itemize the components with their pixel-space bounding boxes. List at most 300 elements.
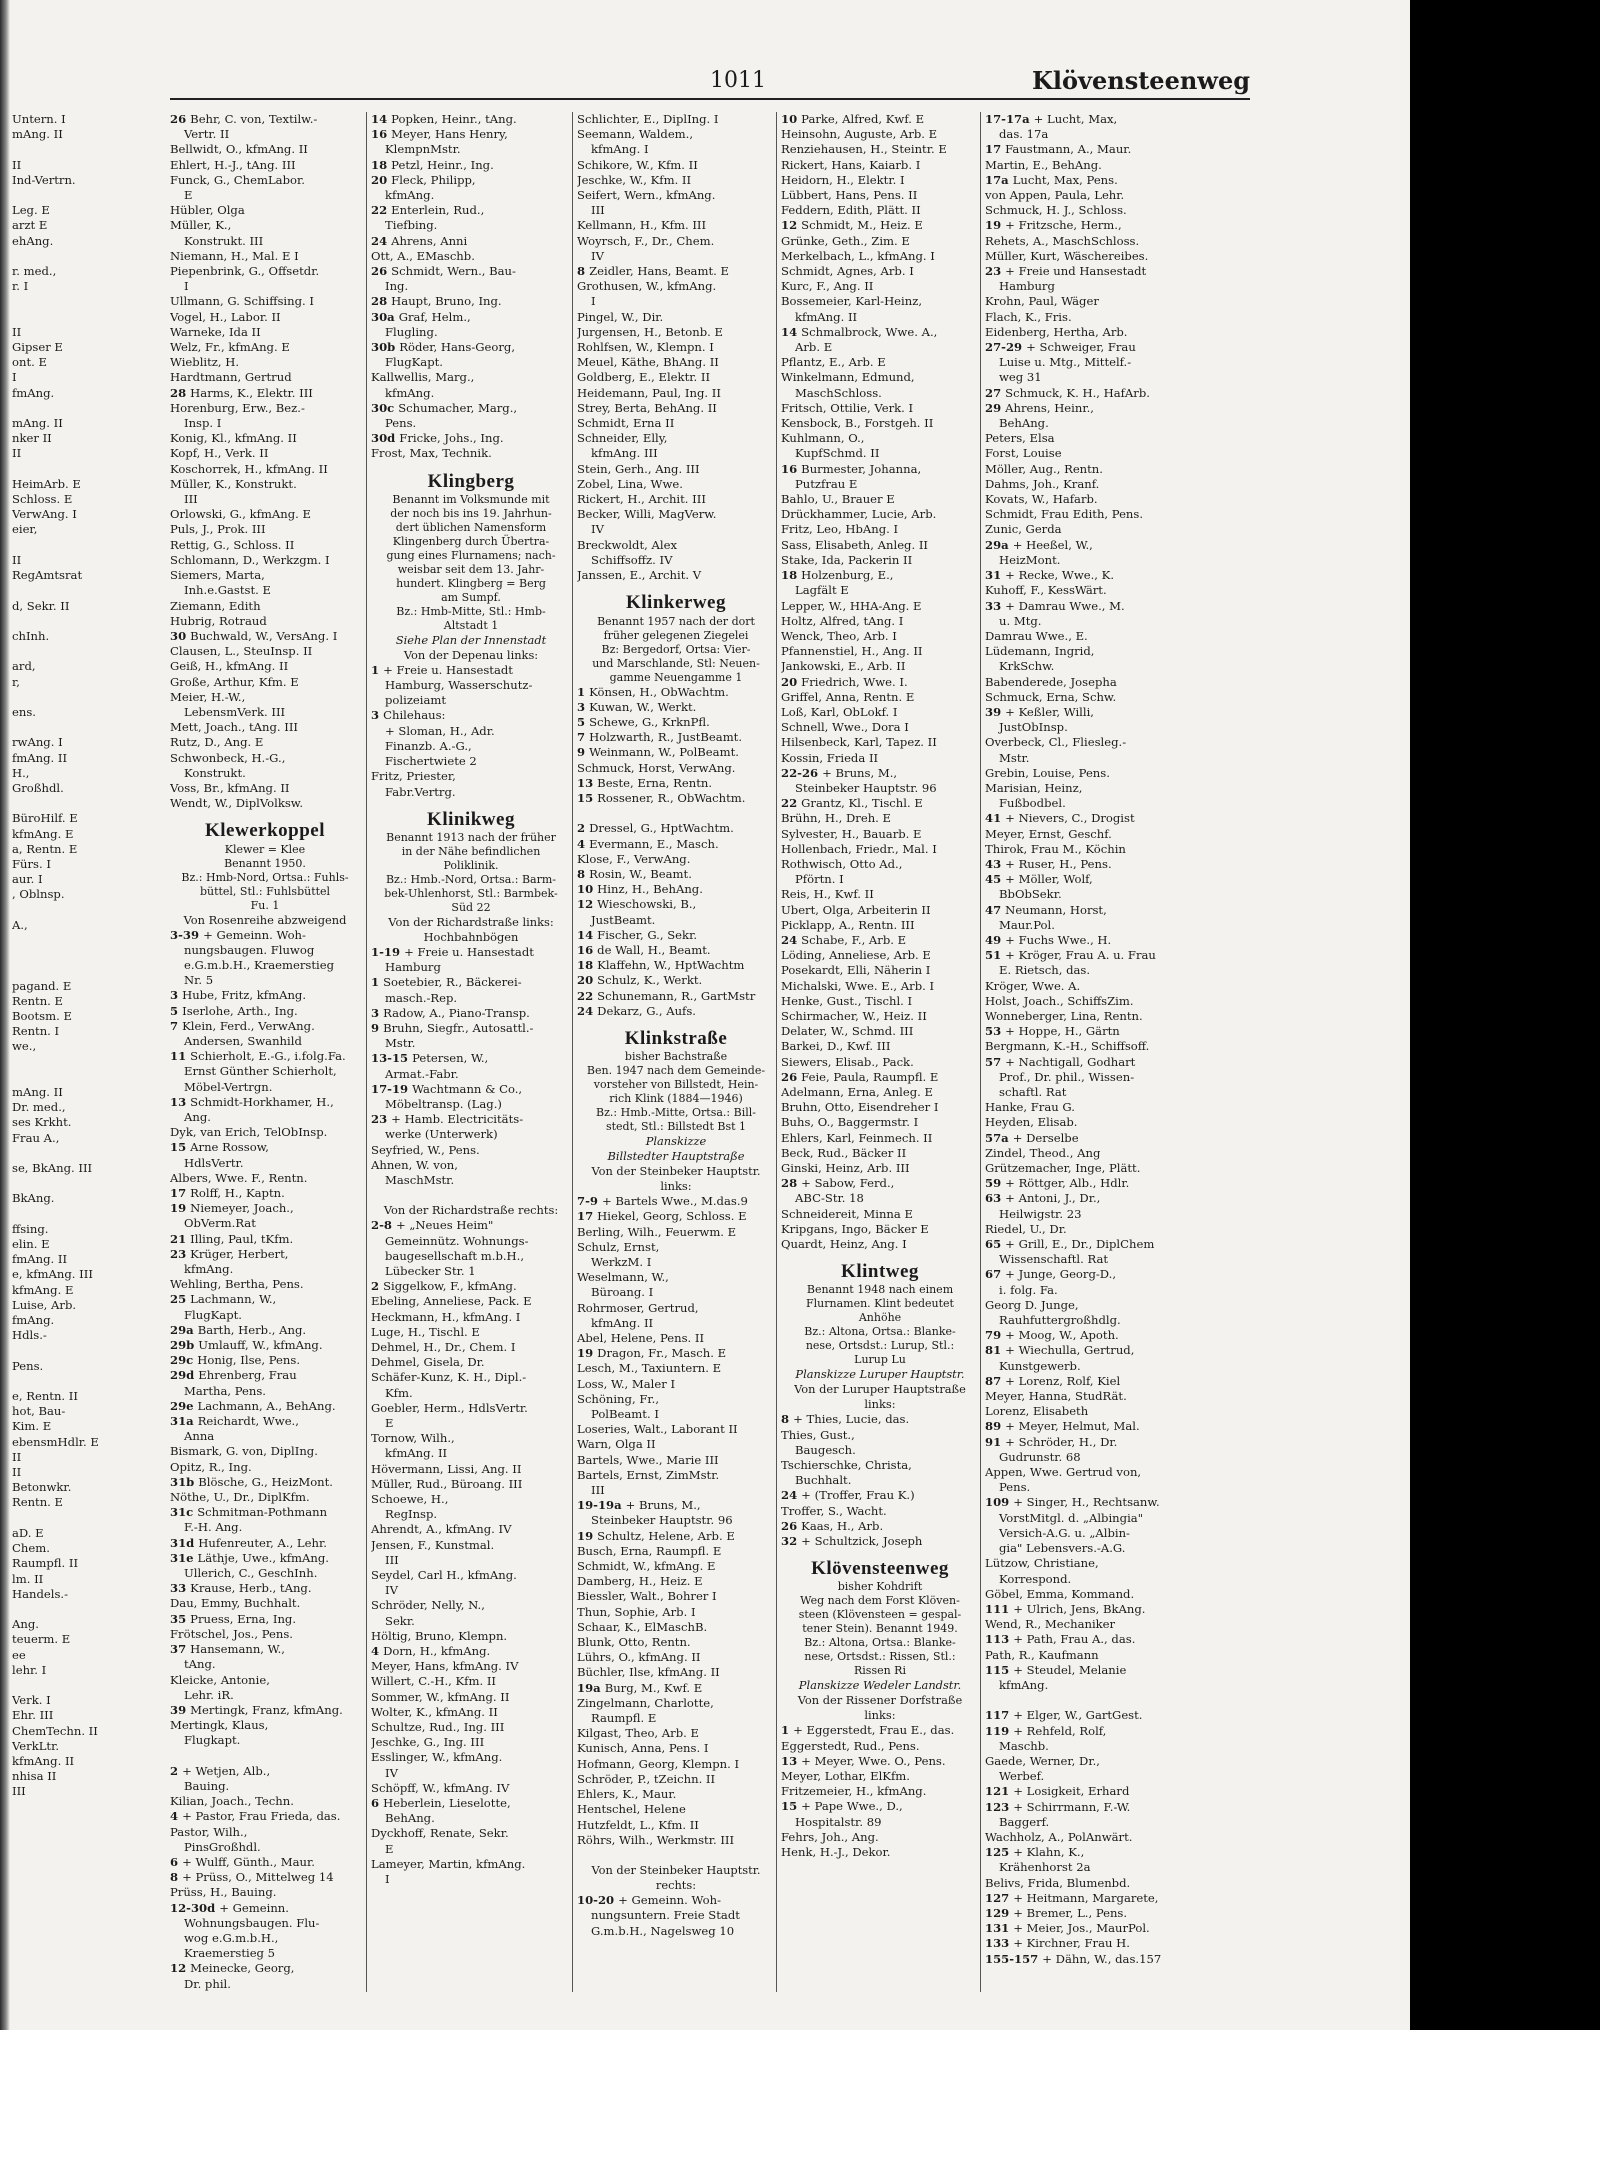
- resident-entry: [577, 989, 775, 1004]
- resident-text: Hubrig, Rotraud: [170, 613, 267, 628]
- resident-text: + Sabow, Ferd.,: [801, 1176, 895, 1191]
- resident-text: + Nachtigall, Godhart: [1005, 1054, 1136, 1069]
- house-number: 10: [781, 112, 802, 126]
- resident-entry: [577, 973, 775, 988]
- resident-text: Baugesch.: [795, 1442, 856, 1457]
- resident-text: Rohrmoser, Gertrud,: [577, 1300, 699, 1315]
- resident-entry: [985, 1070, 1185, 1085]
- house-number: 23: [985, 264, 1006, 279]
- resident-text: Schöning, Fr.,: [577, 1391, 659, 1406]
- house-number: 6: [170, 1854, 183, 1869]
- house-number: 19a: [577, 1680, 605, 1695]
- resident-text: e.G.m.b.H., Kraemerstieg: [184, 957, 335, 972]
- resident-entry: [170, 988, 360, 1003]
- resident-text: Blunk, Otto, Rentn.: [577, 1635, 691, 1650]
- resident-entry: [781, 492, 979, 507]
- resident-text: + Path, Frau A., das.: [1013, 1632, 1136, 1647]
- house-number: 109: [985, 1495, 1014, 1510]
- street-note: Weg nach dem Forst Klöven-: [800, 1594, 960, 1608]
- resident-entry: [781, 1222, 979, 1237]
- fragment-line: II: [12, 552, 22, 567]
- street-note: Klewer = Klee: [224, 842, 306, 856]
- resident-entry: [371, 1264, 571, 1279]
- street-note: Benannt 1957 nach der dort: [597, 614, 755, 628]
- house-number: 8: [170, 1870, 183, 1885]
- resident-text: JustBeamt.: [591, 912, 656, 927]
- resident-text: Luise u. Mtg., Mittelf.-: [999, 355, 1132, 370]
- resident-text: Schröder, Nelly, N.,: [371, 1598, 485, 1613]
- street-note: weisbar seit dem 13. Jahr-: [397, 562, 545, 576]
- house-number: 2: [170, 1763, 183, 1778]
- direction-subheading: Von der Richardstraße links:: [388, 914, 554, 929]
- resident-entry: [170, 1292, 360, 1307]
- resident-entry: [985, 1572, 1185, 1587]
- resident-entry: [371, 1629, 571, 1644]
- resident-text: Strey, Berta, BehAng. II: [577, 400, 717, 415]
- resident-entry: [371, 1097, 571, 1112]
- resident-text: G.m.b.H., Nagelsweg 10: [591, 1923, 735, 1938]
- resident-entry: [985, 1891, 1185, 1906]
- resident-entry: [985, 1267, 1185, 1282]
- resident-text: Konstrukt.: [184, 765, 246, 780]
- resident-text: [170, 1749, 174, 1763]
- resident-text: Meier, H.-W.,: [170, 689, 246, 704]
- resident-entry: [170, 1323, 360, 1338]
- resident-entry: [577, 1908, 775, 1923]
- resident-text: Meinecke, Georg,: [190, 1961, 295, 1976]
- fragment-line: BüroHilf. E: [12, 811, 78, 826]
- resident-text: Schikore, W., Kfm. II: [577, 157, 698, 172]
- directory-column-3: [572, 112, 775, 1992]
- resident-text: Göbel, Emma, Kommand.: [985, 1586, 1135, 1601]
- resident-entry: [170, 1353, 360, 1368]
- resident-entry: [170, 1961, 360, 1976]
- street-note: früher gelegenen Ziegelei: [603, 628, 749, 642]
- resident-entry: [577, 1361, 775, 1376]
- street-note: Altstadt 1: [443, 618, 499, 632]
- resident-text: Dr. phil.: [184, 1976, 231, 1991]
- house-number: 12-30d: [170, 1900, 220, 1915]
- resident-entry: [371, 1006, 571, 1021]
- resident-text: Dehmel, H., Dr., Chem. I: [371, 1339, 516, 1354]
- resident-text: Hilsenbeck, Karl, Tapez. II: [781, 735, 937, 750]
- resident-text: Damberg, H., Heiz. E: [577, 1574, 703, 1589]
- resident-text: FlugKapt.: [385, 355, 443, 370]
- resident-entry: [170, 1612, 360, 1627]
- resident-entry: [170, 781, 360, 796]
- house-number: 29a: [985, 537, 1013, 552]
- house-number: 53: [985, 1024, 1006, 1039]
- resident-text: Sekr.: [385, 1613, 415, 1628]
- resident-entry: [985, 279, 1185, 294]
- resident-entry: [985, 720, 1185, 735]
- resident-entry: [371, 1522, 571, 1537]
- resident-entry: [781, 507, 979, 522]
- resident-entry: [781, 431, 979, 446]
- resident-entry: [170, 1520, 360, 1535]
- fragment-line: Hdls.-: [12, 1328, 47, 1343]
- resident-text: u. Mtg.: [999, 613, 1042, 628]
- resident-text: weg 31: [999, 370, 1042, 385]
- resident-entry: [170, 1642, 360, 1657]
- house-number: 26: [170, 112, 191, 126]
- resident-entry: [781, 249, 979, 264]
- resident-text: Schneider, Elly,: [577, 431, 668, 446]
- street-note: Fu. 1: [250, 898, 280, 912]
- resident-text: Albers, Wwe. F., Rentn.: [170, 1170, 308, 1185]
- resident-text: Hollenbach, Friedr., Mal. I: [781, 841, 937, 856]
- resident-entry: [781, 659, 979, 674]
- house-number: 20: [781, 674, 802, 689]
- fragment-line: e, kfmAng. III: [12, 1267, 93, 1282]
- resident-entry: [985, 249, 1185, 264]
- resident-entry: [371, 249, 571, 264]
- resident-entry: [781, 1412, 979, 1427]
- resident-text: Popken, Heinr., tAng.: [391, 112, 517, 126]
- fragment-line: kfmAng. II: [12, 1753, 75, 1768]
- resident-entry: [170, 973, 360, 988]
- resident-entry: [781, 994, 979, 1009]
- resident-text: + Recke, Wwe., K.: [1005, 568, 1115, 583]
- fragment-line: Ehr. III: [12, 1708, 54, 1723]
- resident-text: Kallwellis, Marg.,: [371, 370, 475, 385]
- resident-text: Haupt, Bruno, Ing.: [391, 294, 502, 309]
- resident-entry: [170, 943, 360, 958]
- house-number: 4: [170, 1809, 183, 1824]
- resident-entry: [781, 644, 979, 659]
- resident-entry: [781, 1176, 979, 1191]
- fragment-line: II: [12, 157, 22, 172]
- resident-entry: [170, 599, 360, 614]
- house-number: 10: [577, 882, 598, 897]
- resident-text: Hardtmann, Gertrud: [170, 370, 292, 385]
- resident-text: Appen, Wwe. Gertrud von,: [985, 1465, 1142, 1480]
- resident-entry: [170, 1216, 360, 1231]
- resident-entry: [170, 1703, 360, 1718]
- street-note: Bz.: Hmb-Mitte, Stl.: Hmb-: [396, 604, 546, 618]
- resident-text: III: [591, 203, 605, 218]
- resident-text: Riedel, U., Dr.: [985, 1221, 1067, 1236]
- resident-text: Kellmann, H., Kfm. III: [577, 218, 707, 233]
- resident-text: Große, Arthur, Kfm. E: [170, 674, 299, 689]
- resident-entry: [985, 1495, 1185, 1510]
- resident-text: Iserlohe, Arth., Ing.: [182, 1003, 298, 1018]
- resident-entry: [577, 492, 775, 507]
- resident-entry: [371, 754, 571, 769]
- resident-entry: [170, 234, 360, 249]
- resident-entry: [985, 1115, 1185, 1130]
- resident-text: tAng.: [184, 1657, 216, 1672]
- resident-entry: [371, 401, 571, 416]
- resident-text: Wolter, K., kfmAng. II: [371, 1704, 498, 1719]
- resident-entry: [985, 1343, 1185, 1358]
- resident-text: von Appen, Paula, Lehr.: [985, 188, 1125, 203]
- resident-entry: [170, 142, 360, 157]
- resident-text: Abel, Helene, Pens. II: [577, 1331, 705, 1345]
- resident-text: Schmidt, W., kfmAng. E: [577, 1559, 716, 1574]
- resident-entry: [781, 629, 979, 644]
- resident-entry: [985, 234, 1185, 249]
- resident-text: Meyer, Hanna, StudRät.: [985, 1389, 1127, 1404]
- resident-text: Schmidt, Wern., Bau-: [391, 264, 516, 279]
- fragment-line: Betonwkr.: [12, 1480, 72, 1495]
- resident-entry: [170, 644, 360, 659]
- house-number: 3: [371, 1005, 384, 1020]
- fragment-line: [12, 720, 170, 735]
- fragment-line: nhisa II: [12, 1769, 57, 1784]
- resident-entry: [577, 913, 775, 928]
- resident-text: Flugkapt.: [184, 1733, 241, 1748]
- resident-entry: [170, 1004, 360, 1019]
- resident-entry: [170, 1125, 360, 1140]
- resident-text: Grebin, Louise, Pens.: [985, 765, 1110, 780]
- resident-text: Jeschke, W., Kfm. II: [577, 172, 692, 187]
- resident-entry: [781, 583, 979, 598]
- resident-entry: [577, 1422, 775, 1437]
- resident-text: Wieschowski, B.,: [597, 897, 697, 912]
- resident-entry: [985, 1860, 1185, 1875]
- house-number: 6: [371, 1796, 384, 1811]
- resident-text: + Derselbe: [1012, 1130, 1079, 1145]
- resident-text: Jankowski, E., Arb. II: [781, 659, 906, 674]
- resident-text: Zobel, Lina, Wwe.: [577, 476, 683, 491]
- resident-text: Ott, A., EMaschb.: [371, 248, 475, 263]
- resident-text: kfmAng.: [999, 1677, 1049, 1692]
- plan-reference: Planskizze Wedeler Landstr.: [798, 1678, 962, 1693]
- resident-entry: [985, 705, 1185, 720]
- house-number: 19: [170, 1201, 191, 1216]
- resident-entry: [985, 158, 1185, 173]
- resident-entry: [985, 188, 1185, 203]
- house-number: 47: [985, 902, 1006, 917]
- fragment-line: , Oblnsp.: [12, 887, 65, 902]
- resident-entry: [170, 1034, 360, 1049]
- house-number: 12: [781, 218, 802, 233]
- resident-entry: [371, 1158, 571, 1173]
- resident-text: + Meier, Jos., MaurPol.: [1013, 1921, 1150, 1936]
- resident-text: Soetebier, R., Bäckerei-: [383, 975, 522, 990]
- house-number: 17-17a: [985, 112, 1034, 126]
- resident-text: Steinbeker Hauptstr. 96: [591, 1513, 733, 1528]
- fragment-line: [12, 1602, 170, 1617]
- resident-entry: [577, 477, 775, 492]
- resident-entry: [371, 173, 571, 188]
- resident-entry: [170, 1338, 360, 1353]
- resident-text: + Klahn, K.,: [1013, 1845, 1085, 1860]
- resident-text: Fischertwiete 2: [385, 754, 477, 769]
- house-number: 15: [781, 1799, 802, 1814]
- resident-text: + Damrau Wwe., M.: [1005, 598, 1125, 613]
- resident-entry: [781, 1488, 979, 1503]
- resident-text: Schumacher, Marg.,: [398, 400, 518, 415]
- resident-text: F.-H. Ang.: [184, 1520, 243, 1535]
- house-number: 9: [577, 745, 590, 760]
- resident-text: Neumann, Horst,: [1005, 902, 1107, 917]
- resident-entry: [577, 882, 775, 897]
- fragment-line: I: [12, 370, 17, 385]
- resident-text: Lübbert, Hans, Pens. II: [781, 188, 918, 203]
- resident-entry: [371, 1720, 571, 1735]
- house-number: 29d: [170, 1368, 199, 1383]
- resident-text: PinsGroßhdl.: [184, 1839, 261, 1854]
- resident-entry: [170, 1399, 360, 1414]
- fragment-line: [12, 1146, 170, 1161]
- resident-entry: [781, 690, 979, 705]
- resident-text: Umlauff, W., kfmAng.: [198, 1338, 323, 1353]
- house-number: 28: [170, 385, 191, 400]
- resident-entry: [577, 1285, 775, 1300]
- resident-entry: [985, 1404, 1185, 1419]
- resident-entry: [577, 522, 775, 537]
- resident-entry: [577, 1004, 775, 1019]
- resident-entry: [781, 294, 979, 309]
- resident-text: + Bremer, L., Pens.: [1013, 1905, 1128, 1920]
- resident-entry: [577, 837, 775, 852]
- resident-text: + Heitmann, Margarete,: [1013, 1890, 1159, 1905]
- resident-entry: [985, 1602, 1185, 1617]
- resident-text: nungsbaugen. Fluwog: [184, 942, 315, 957]
- resident-entry: [371, 739, 571, 754]
- resident-entry: [985, 827, 1185, 842]
- resident-text: Finanzb. A.-G.,: [385, 738, 472, 753]
- house-number: 3: [170, 988, 183, 1003]
- resident-entry: [170, 690, 360, 705]
- resident-text: Dau, Emmy, Buchhalt.: [170, 1596, 301, 1611]
- fragment-line: Ind-Vertrn.: [12, 172, 76, 187]
- resident-entry: [371, 370, 571, 385]
- resident-text: Schnell, Wwe., Dora I: [781, 720, 909, 735]
- house-number: 18: [781, 568, 802, 583]
- resident-text: Klein, Ferd., VerwAng.: [182, 1018, 315, 1033]
- house-number: 16: [371, 127, 392, 142]
- house-number: 20: [371, 172, 392, 187]
- resident-entry: [985, 127, 1185, 142]
- resident-text: Seifert, Wern., kfmAng.: [577, 188, 716, 203]
- resident-entry: [781, 735, 979, 750]
- resident-text: Lüdemann, Ingrid,: [985, 644, 1095, 659]
- directory-column-4: [776, 112, 979, 1992]
- resident-entry: [781, 386, 979, 401]
- house-number: 29a: [170, 1322, 198, 1337]
- resident-entry: [170, 1946, 360, 1961]
- resident-text: Lübecker Str. 1: [385, 1263, 476, 1278]
- fragment-line: Handels.-: [12, 1586, 69, 1601]
- resident-entry: [170, 629, 360, 644]
- resident-entry: [170, 431, 360, 446]
- resident-entry: [170, 705, 360, 720]
- house-number: 29e: [170, 1398, 198, 1413]
- resident-text: Reis, H., Kwf. II: [781, 887, 874, 902]
- direction-subheading: Von der Steinbeker Hauptstr.: [591, 1164, 761, 1179]
- resident-text: Sylvester, H., Bauarb. E: [781, 826, 922, 841]
- resident-entry: [577, 310, 775, 325]
- resident-entry: [371, 1644, 571, 1659]
- resident-entry: [985, 416, 1185, 431]
- resident-entry: [577, 1483, 775, 1498]
- house-number: 22: [781, 796, 802, 811]
- resident-text: Zingelmann, Charlotte,: [577, 1695, 714, 1710]
- resident-entry: [577, 1681, 775, 1696]
- resident-entry: [577, 1255, 775, 1270]
- resident-entry: [985, 203, 1185, 218]
- resident-entry: [577, 1240, 775, 1255]
- resident-text: schaftl. Rat: [999, 1085, 1067, 1099]
- resident-text: + Prüss, O., Mittelweg 14: [182, 1870, 334, 1885]
- resident-text: kfmAng.: [385, 188, 435, 203]
- resident-entry: [577, 1574, 775, 1589]
- resident-entry: [371, 1857, 571, 1872]
- resident-text: Wachholz, A., PolAnwärt.: [985, 1829, 1133, 1844]
- resident-entry: [985, 614, 1185, 629]
- resident-entry: [170, 928, 360, 943]
- resident-text: Schmuck, Horst, VerwAng.: [577, 760, 736, 775]
- resident-text: + Schröder, H., Dr.: [1005, 1434, 1118, 1449]
- house-number: 1-19: [371, 944, 405, 959]
- resident-text: Wehling, Bertha, Pens.: [170, 1277, 304, 1292]
- resident-text: Schmuck, K. H., HafArb.: [1005, 385, 1150, 400]
- resident-text: polizeiamt: [385, 693, 447, 708]
- resident-entry: [371, 431, 571, 446]
- resident-text: Voss, Br., kfmAng. II: [170, 780, 290, 795]
- resident-entry: [985, 903, 1185, 918]
- resident-entry: [985, 675, 1185, 690]
- resident-text: kfmAng. II: [795, 309, 858, 324]
- resident-text: Wachtmann & Co.,: [412, 1081, 523, 1096]
- resident-text: Schmitman-Pothmann: [197, 1505, 328, 1520]
- resident-text: Ahnen, W. von,: [371, 1157, 458, 1172]
- resident-text: I: [591, 294, 596, 309]
- resident-text: + Elger, W., GartGest.: [1013, 1708, 1143, 1723]
- resident-entry: [371, 1067, 571, 1082]
- street-note: Benannt im Volksmunde mit: [392, 492, 550, 506]
- resident-text: Barth, Herb., Ang.: [197, 1322, 307, 1337]
- resident-text: Dressel, G., HptWachtm.: [589, 821, 734, 836]
- resident-text: Busch, Erna, Raumpfl. E: [577, 1543, 722, 1558]
- street-heading: Klintweg: [841, 1261, 919, 1283]
- resident-entry: [577, 1437, 775, 1452]
- resident-text: III: [184, 492, 198, 507]
- resident-text: Parke, Alfred, Kwf. E: [801, 112, 925, 126]
- resident-text: Schierholt, E.-G., i.folg.Fa.: [190, 1049, 346, 1064]
- resident-entry: [170, 416, 360, 431]
- resident-entry: [577, 776, 775, 791]
- resident-text: Kaas, H., Arb.: [801, 1518, 884, 1533]
- resident-text: Röhrs, Wilh., Werkmstr. III: [577, 1832, 735, 1847]
- resident-text: Kossin, Frieda II: [781, 750, 879, 765]
- fragment-line: lehr. I: [12, 1662, 47, 1677]
- resident-text: Grützemacher, Inge, Plätt.: [985, 1161, 1141, 1176]
- resident-text: Merkelbach, L., kfmAng. I: [781, 248, 935, 263]
- resident-entry: [985, 1222, 1185, 1237]
- resident-entry: [170, 264, 360, 279]
- resident-entry: [371, 1325, 571, 1340]
- resident-entry: [170, 720, 360, 735]
- fragment-line: Kim. E: [12, 1419, 52, 1434]
- resident-entry: [781, 568, 979, 583]
- resident-text: + Rehfeld, Rolf,: [1013, 1723, 1107, 1738]
- resident-text: + Bruns, M.,: [625, 1498, 701, 1513]
- resident-text: Bartels, Wwe., Marie III: [577, 1452, 719, 1467]
- resident-entry: [371, 355, 571, 370]
- resident-text: Heyden, Elisab.: [985, 1115, 1078, 1130]
- resident-text: Kunstgewerb.: [999, 1358, 1081, 1373]
- resident-text: E: [385, 1841, 394, 1856]
- resident-entry: [985, 1632, 1185, 1647]
- fragment-line: Bootsm. E: [12, 1008, 72, 1023]
- resident-entry: [985, 294, 1185, 309]
- fragment-line: [12, 903, 170, 918]
- resident-text: Grothusen, W., kfmAng.: [577, 279, 717, 294]
